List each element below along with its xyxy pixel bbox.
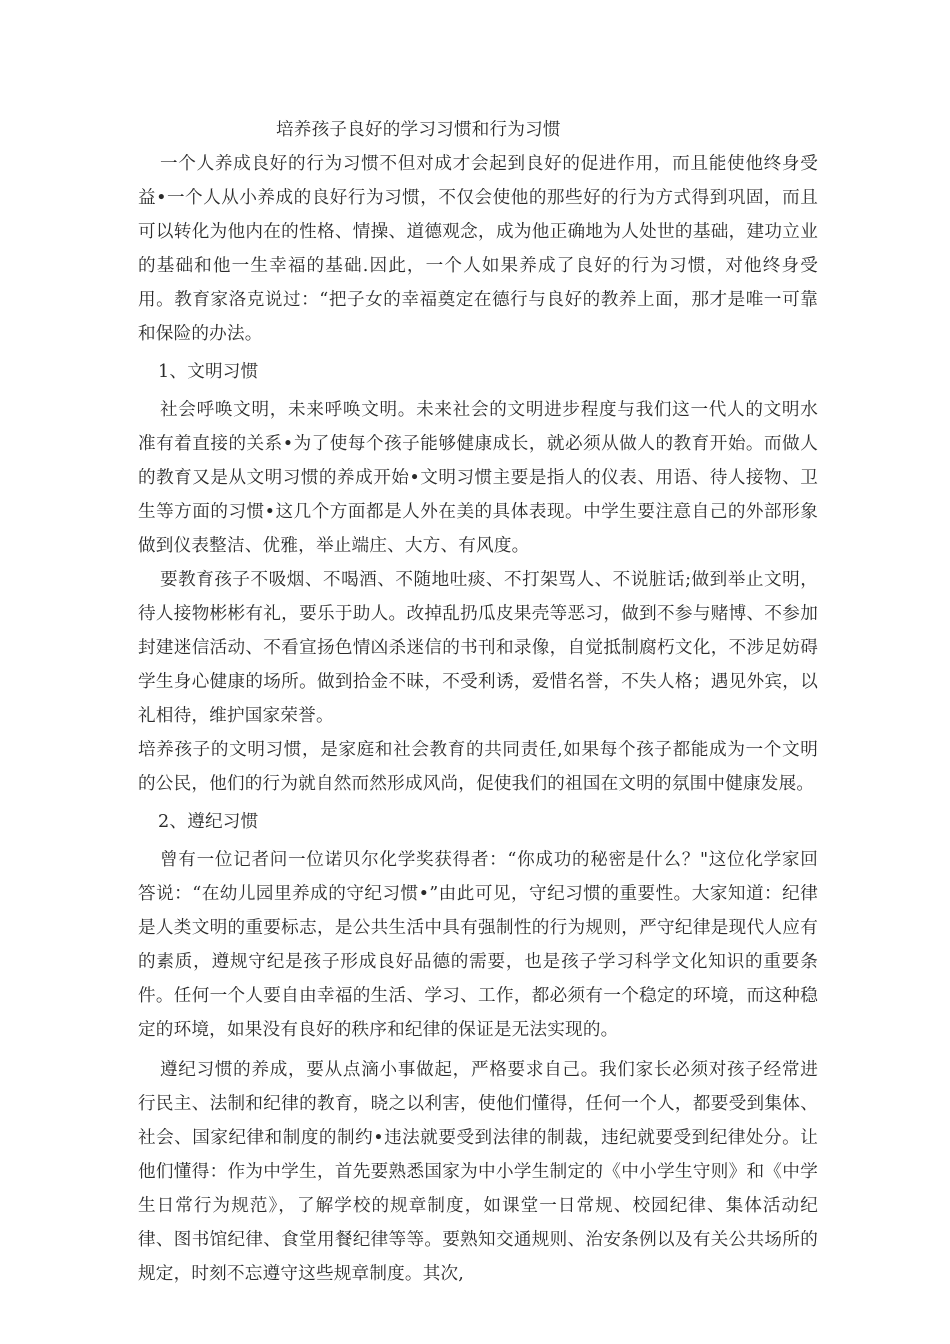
paragraph-discipline-2: 遵纪习惯的养成，要从点滴小事做起，严格要求自己。我们家长必须对孩子经常进行民主、法制和纪律的教育，晓之以利害，使他们懂得，任何一个人，都要受到集体、社会、国家纪律和制度的制约•违法就要受到法律的制裁，违纪就要受到纪律处分。让他们懂得：作为中学生，首先要熟悉国家为中小学生制定的《中小学生守则》和《中学生日常行为规范》，了解学校的规章制度，如课堂一日常规、校园纪律、集体活动纪律、图书馆纪律、食堂用餐纪律等等。要熟知交通规则、治安条例以及有关公共场所的规定，时刻不忘遵守这些规章制度。其次, — [138, 1060, 818, 1284]
paragraph-civility-1: 社会呼唤文明，未来呼唤文明。未来社会的文明进步程度与我们这一代人的文明水准有着直接的关系•为了使每个孩子能够健康成长，就必须从做人的教育开始。而做人的教育又是从文明习惯的养成开始•文明习惯主要是指人的仪表、用语、待人接物、卫生等方面的习惯•这几个方面都是人外在美的具体表现。中学生要注意自己的外部形象做到仪表整洁、优雅，举止端庄、大方、有风度。 — [138, 400, 818, 556]
section-heading-civility: 1、文明习惯 — [158, 362, 259, 382]
section-heading-discipline: 2、遵纪习惯 — [158, 812, 259, 832]
paragraph-discipline-1: 曾有一位记者问一位诺贝尔化学奖获得者：“你成功的秘密是什么？"这位化学家回答说：“在幼儿园里养成的守纪习惯•”由此可见，守纪习惯的重要性。大家知道：纪律是人类文明的重要标志，是公共生活中具有强制性的行为规则，严守纪律是现代人应有的素质，遵规守纪是孩子形成良好品德的需要，也是孩子学习科学文化知识的重要条件。任何一个人要自由幸福的生活、学习、工作，都必须有一个稳定的环境，而这种稳定的环境，如果没有良好的秩序和纪律的保证是无法实现的。 — [138, 850, 818, 1040]
paragraph-civility-2: 要教育孩子不吸烟、不喝酒、不随地吐痰、不打架骂人、不说脏话;做到举止文明，待人接物彬彬有礼，要乐于助人。改掉乱扔瓜皮果壳等恶习，做到不参与赌博、不参加封建迷信活动、不看宣扬色情凶杀迷信的书刊和录像，自觉抵制腐朽文化，不涉足妨碍学生身心健康的场所。做到拾金不昧，不受利诱，爱惜名誉，不失人格；遇见外宾，以礼相待，维护国家荣誉。 — [138, 570, 818, 726]
paragraph-civility-3: 培养孩子的文明习惯，是家庭和社会教育的共同责任,如果每个孩子都能成为一个文明的公民，他们的行为就自然而然形成风尚，促使我们的祖国在文明的氛围中健康发展。 — [138, 740, 818, 794]
document-body — [138, 113, 818, 1291]
document-title: 培养孩子良好的学习习惯和行为习惯 — [276, 120, 561, 140]
paragraph-intro: 一个人养成良好的行为习惯不但对成才会起到良好的促进作用，而且能使他终身受益•一个人从小养成的良好行为习惯，不仅会使他的那些好的行为方式得到巩固，而且可以转化为他内在的性格、情操、道德观念，成为他正确地为人处世的基础，建功立业的基础和他一生幸福的基础.因此，一个人如果养成了良好的行为习惯，对他终身受用。教育家洛克说过：“把子女的幸福奠定在德行与良好的教养上面，那才是唯一可靠和保险的办法。 — [138, 154, 818, 344]
